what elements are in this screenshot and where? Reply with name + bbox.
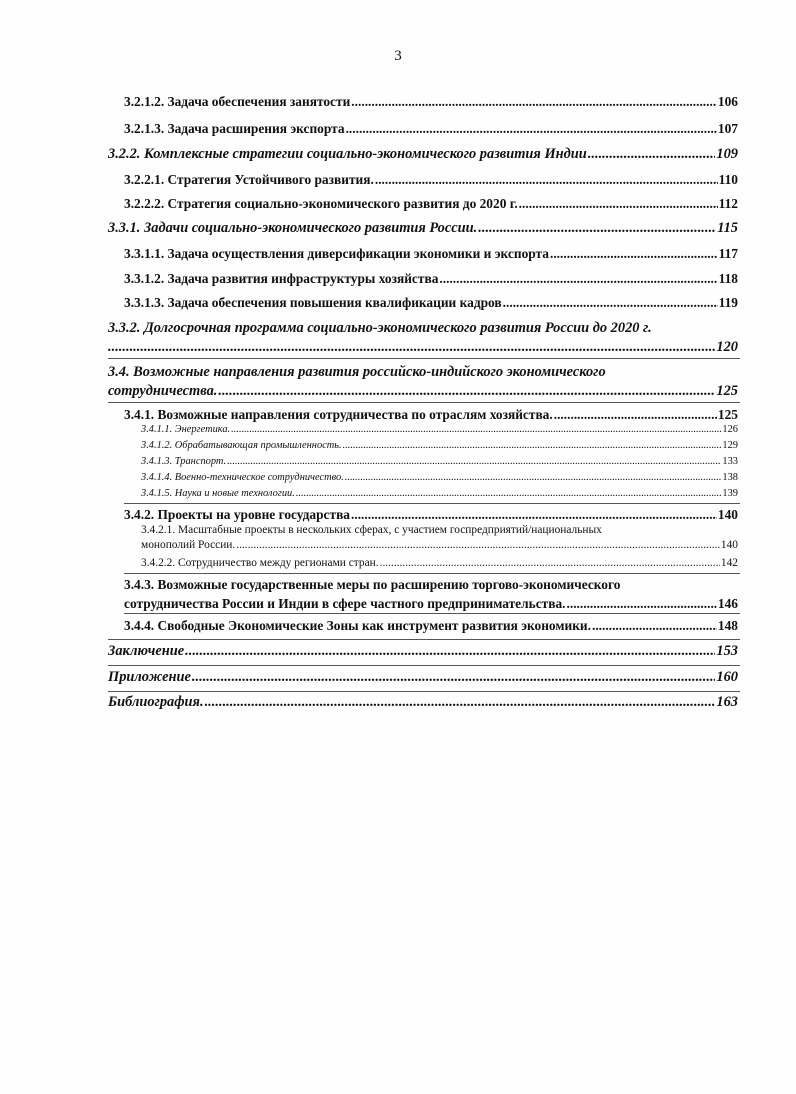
toc-entry-label-cont: монополий России.: [141, 539, 236, 551]
toc-entry-label: 3.3.1.3. Задача обеспечения повышения квалификации кадров: [124, 295, 502, 310]
section-divider: [124, 573, 740, 574]
toc-entry-page: 146: [717, 596, 738, 611]
toc-entry-page: 125: [717, 407, 738, 422]
toc-entry-label: 3.3.2. Долгосрочная программа социально-экономического развития России до 2020 г.: [108, 320, 652, 336]
toc-entry-label: 3.4.1. Возможные направления сотрудничества по отраслям хозяйства.: [124, 407, 553, 422]
toc-entry-page: 106: [717, 94, 738, 109]
section-divider: [108, 402, 740, 403]
dot-leader: [218, 383, 715, 400]
toc-entry[interactable]: [124, 246, 738, 262]
toc-entry-page: 163: [716, 694, 738, 710]
dot-leader: [231, 424, 721, 435]
toc-entry-label-cont: сотрудничества России и Индии в сфере частного предпринимательства.: [124, 596, 566, 611]
toc-entry-page: 140: [717, 507, 738, 522]
toc-entry-label: Библиография.: [108, 694, 204, 710]
toc-entry[interactable]: [141, 488, 738, 499]
toc-entry[interactable]: [141, 440, 738, 451]
dot-leader: [380, 557, 720, 569]
dot-leader: [351, 94, 717, 110]
toc-entry-label: 3.4.4. Свободные Экономические Зоны как инструмент развития экономики.: [124, 618, 591, 633]
toc-entry-page: 129: [722, 440, 738, 451]
toc-entry-label: 3.4.2. Проекты на уровне государства: [124, 507, 350, 522]
dot-leader: [108, 339, 715, 356]
toc-entry[interactable]: [141, 524, 738, 551]
toc-entry-label: 3.2.2.1. Стратегия Устойчивого развития.: [124, 172, 374, 187]
toc-entry[interactable]: [141, 472, 738, 483]
toc-entry-label: 3.3.1.2. Задача развития инфраструктуры хозяйства: [124, 271, 439, 286]
section-divider: [108, 639, 740, 640]
toc-entry-label: 3.4.2.2. Сотрудничество между регионами стран.: [141, 557, 379, 569]
toc-entry-label: 3.3.1.1. Задача осуществления диверсификации экономики и экспорта: [124, 246, 549, 261]
dot-leader: [345, 472, 722, 483]
dot-leader: [554, 407, 717, 423]
toc-entry[interactable]: [124, 196, 738, 212]
toc-entry-label: 3.4.1.5. Наука и новые технологии.: [141, 488, 295, 499]
toc-entry-label: 3.4.1.1. Энергетика.: [141, 424, 231, 435]
toc-entry-label: Заключение: [108, 643, 185, 659]
toc-entry-page: 133: [722, 456, 738, 467]
dot-leader: [567, 596, 717, 612]
toc-entry[interactable]: [124, 121, 738, 137]
toc-entry-page: 148: [717, 618, 738, 633]
toc-entry-label-cont: сотрудничества.: [108, 383, 218, 399]
toc-entry-page: 112: [718, 196, 738, 211]
dot-leader: [185, 643, 715, 660]
dot-leader: [550, 246, 718, 262]
dot-leader: [519, 196, 718, 212]
toc-entry[interactable]: [124, 618, 738, 634]
toc-entry-page: 109: [716, 146, 738, 162]
toc-entry[interactable]: [124, 172, 738, 188]
toc-entry[interactable]: [108, 669, 738, 686]
section-divider: [108, 358, 740, 359]
toc-entry-page: 110: [718, 172, 738, 187]
dot-leader: [351, 507, 717, 523]
toc-entry-page: 119: [718, 295, 738, 310]
toc-entry[interactable]: [124, 407, 738, 423]
toc-entry-label: 3.4.2.1. Масштабные проекты в нескольких сферах, с участием госпредприятий/национальных: [141, 524, 602, 536]
toc-entry-page: 160: [716, 669, 738, 685]
toc-entry-label: 3.4.1.4. Военно-техническое сотрудничество.: [141, 472, 344, 483]
toc-entry[interactable]: [108, 320, 738, 356]
dot-leader: [296, 488, 722, 499]
section-divider: [124, 503, 740, 504]
toc-entry[interactable]: [124, 507, 738, 523]
section-divider: [124, 613, 740, 614]
toc-entry-page: 125: [716, 383, 738, 399]
toc-entry-label: 3.2.2.2. Стратегия социально-экономического развития до 2020 г.: [124, 196, 518, 211]
dot-leader: [205, 694, 716, 711]
toc-entry-label: 3.2.2. Комплексные стратегии социально-экономического развития Индии: [108, 146, 587, 162]
toc-entry-label: 3.4.1.2. Обрабатывающая промышленность.: [141, 440, 342, 451]
toc-entry-page: 118: [718, 271, 738, 286]
dot-leader: [343, 440, 722, 451]
page-number: 3: [394, 48, 402, 64]
toc-entry-page: 107: [717, 121, 738, 136]
toc-entry[interactable]: [124, 271, 738, 287]
section-divider: [108, 665, 740, 666]
toc-entry[interactable]: [108, 220, 738, 237]
toc-entry-page: 138: [722, 472, 738, 483]
toc-entry[interactable]: [108, 643, 738, 660]
toc-entry-label: Приложение: [108, 669, 191, 685]
section-divider: [108, 691, 740, 692]
toc-entry[interactable]: [124, 295, 738, 311]
toc-entry[interactable]: [141, 424, 738, 435]
dot-leader: [227, 456, 721, 467]
toc-entry[interactable]: [108, 146, 738, 163]
dot-leader: [375, 172, 718, 188]
toc-entry-page: 153: [716, 643, 738, 659]
dot-leader: [346, 121, 717, 137]
toc-entry[interactable]: [124, 577, 738, 612]
toc-entry-label: 3.4.1.3. Транспорт.: [141, 456, 227, 467]
toc-entry-label: 3.3.1. Задачи социально-экономического развития России.: [108, 220, 478, 236]
toc-entry-page: 139: [722, 488, 738, 499]
toc-entry-page: 120: [716, 339, 738, 355]
toc-entry-label: 3.4.3. Возможные государственные меры по расширению торгово-экономического: [124, 577, 621, 592]
toc-entry[interactable]: [124, 94, 738, 110]
dot-leader: [588, 146, 716, 163]
dot-leader: [592, 618, 717, 634]
toc-entry-page: 142: [720, 557, 738, 569]
toc-entry-label: 3.2.1.2. Задача обеспечения занятости: [124, 94, 351, 109]
toc-entry[interactable]: [108, 694, 738, 711]
toc-entry-label: 3.4. Возможные направления развития российско-индийского экономического: [108, 364, 606, 380]
toc-entry[interactable]: [141, 456, 738, 467]
toc-entry-page: 117: [718, 246, 738, 261]
toc-entry-page: 126: [722, 424, 738, 435]
toc-entry[interactable]: [108, 364, 738, 400]
toc-entry-page: 115: [717, 220, 738, 236]
dot-leader: [236, 539, 720, 551]
dot-leader: [478, 220, 716, 237]
dot-leader: [439, 271, 717, 287]
toc-entry[interactable]: [141, 557, 738, 569]
dot-leader: [503, 295, 718, 311]
toc-entry-label: 3.2.1.3. Задача расширения экспорта: [124, 121, 345, 136]
toc-entry-page: 140: [720, 539, 738, 551]
dot-leader: [192, 669, 716, 686]
